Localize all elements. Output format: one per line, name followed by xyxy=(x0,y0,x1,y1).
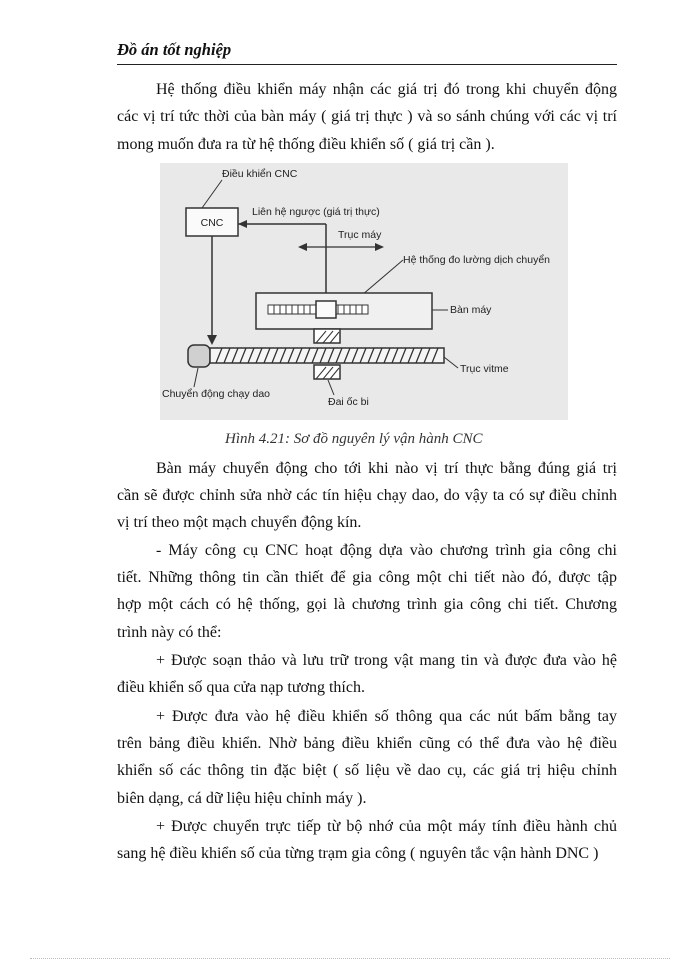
cnc-control-label: Điều khiển CNC xyxy=(222,168,298,180)
measuring-head xyxy=(316,301,336,318)
machine-table-label: Bàn máy xyxy=(450,304,492,316)
body-line-13: biên dạng, cá dữ liệu hiệu chỉnh máy ). xyxy=(117,790,367,807)
page-header xyxy=(117,38,617,65)
body-line-9: điều khiển số qua cửa nạp tương thích. xyxy=(117,679,365,696)
body-line-7: trình này có thể: xyxy=(117,624,222,641)
screw-motor xyxy=(188,345,210,367)
body-line-1: Bàn máy chuyển động cho tới khi nào vị trí thực bằng đúng giá trị xyxy=(156,460,617,477)
ball-screw-label: Trục vitme xyxy=(460,363,509,375)
body-line-10: + Được đưa vào hệ điều khiển số thông qua các nút bấm bằng tay xyxy=(156,708,617,725)
cnc-diagram-figure xyxy=(160,163,568,420)
intro-line-3: mong muốn đưa ra từ hệ thống điều khiển số ( giá trị cần ). xyxy=(117,136,495,153)
feed-motion-leader xyxy=(194,368,198,387)
feed-signal-arrow xyxy=(207,335,217,345)
cnc-box-label: CNC xyxy=(200,217,224,229)
intro-line-2: các vị trí tức thời của bàn máy ( giá trị thực ) và so sánh chúng với các vị trí xyxy=(117,108,617,125)
header-title: Đồ án tốt nghiệp xyxy=(117,40,232,59)
ball-screw-leader xyxy=(444,357,458,368)
body-line-8: + Được soạn thảo và lưu trữ trong vật mang tin và được đưa vào hệ xyxy=(156,652,617,669)
cnc-control-leader xyxy=(202,180,222,208)
body-line-2: cần sẽ được chỉnh sửa nhờ các tín hiệu chạy dao, do vậy ta có sự điều chỉnh xyxy=(117,487,617,504)
page-bottom-rule xyxy=(30,958,670,959)
body-line-6: hợp một cách có hệ thống, gọi là chương trình gia công chi tiết. Chương xyxy=(117,596,617,613)
feed-motion-label: Chuyển động chạy dao xyxy=(162,388,270,400)
body-line-12: khiển số các thông tin đặc biệt ( số liệu về dao cụ, các giá trị hiệu chỉnh xyxy=(117,762,617,779)
machine-axis-label: Trục máy xyxy=(338,229,382,241)
body-line-15: sang hệ điều khiển số của từng trạm gia công ( nguyên tắc vận hành DNC ) xyxy=(117,845,599,862)
machine-axis-arrow-right xyxy=(375,243,384,251)
body-line-3: vị trí theo một mạch chuyển động kín. xyxy=(117,514,362,531)
ball-nut-leader xyxy=(328,380,334,395)
ball-nut-label: Đai ốc bi xyxy=(328,396,369,408)
intro-line-1: Hệ thống điều khiển máy nhận các giá trị đó trong khi chuyển động xyxy=(156,81,617,98)
body-line-4: - Máy công cụ CNC hoạt động dựa vào chương trình gia công chi xyxy=(156,542,617,559)
machine-axis-arrow-left xyxy=(298,243,307,251)
body-line-11: trên bảng điều khiển. Nhờ bảng điều khiển cũng có thể đưa vào hệ điều xyxy=(117,735,617,752)
body-line-5: tiết. Những thông tin cần thiết để gia công một chi tiết nào đó, được tập xyxy=(117,569,617,586)
cnc-diagram xyxy=(160,163,568,420)
figure-caption: Hình 4.21: Sơ đồ nguyên lý vận hành CNC xyxy=(225,431,483,447)
measuring-system-label: Hệ thống đo lường dịch chuyển xyxy=(403,254,551,266)
feedback-label: Liên hệ ngược (giá trị thực) xyxy=(252,206,380,218)
feedback-arrow xyxy=(238,220,247,228)
body-line-14: + Được chuyển trực tiếp từ bộ nhớ của một máy tính điều hành chủ xyxy=(156,818,617,835)
